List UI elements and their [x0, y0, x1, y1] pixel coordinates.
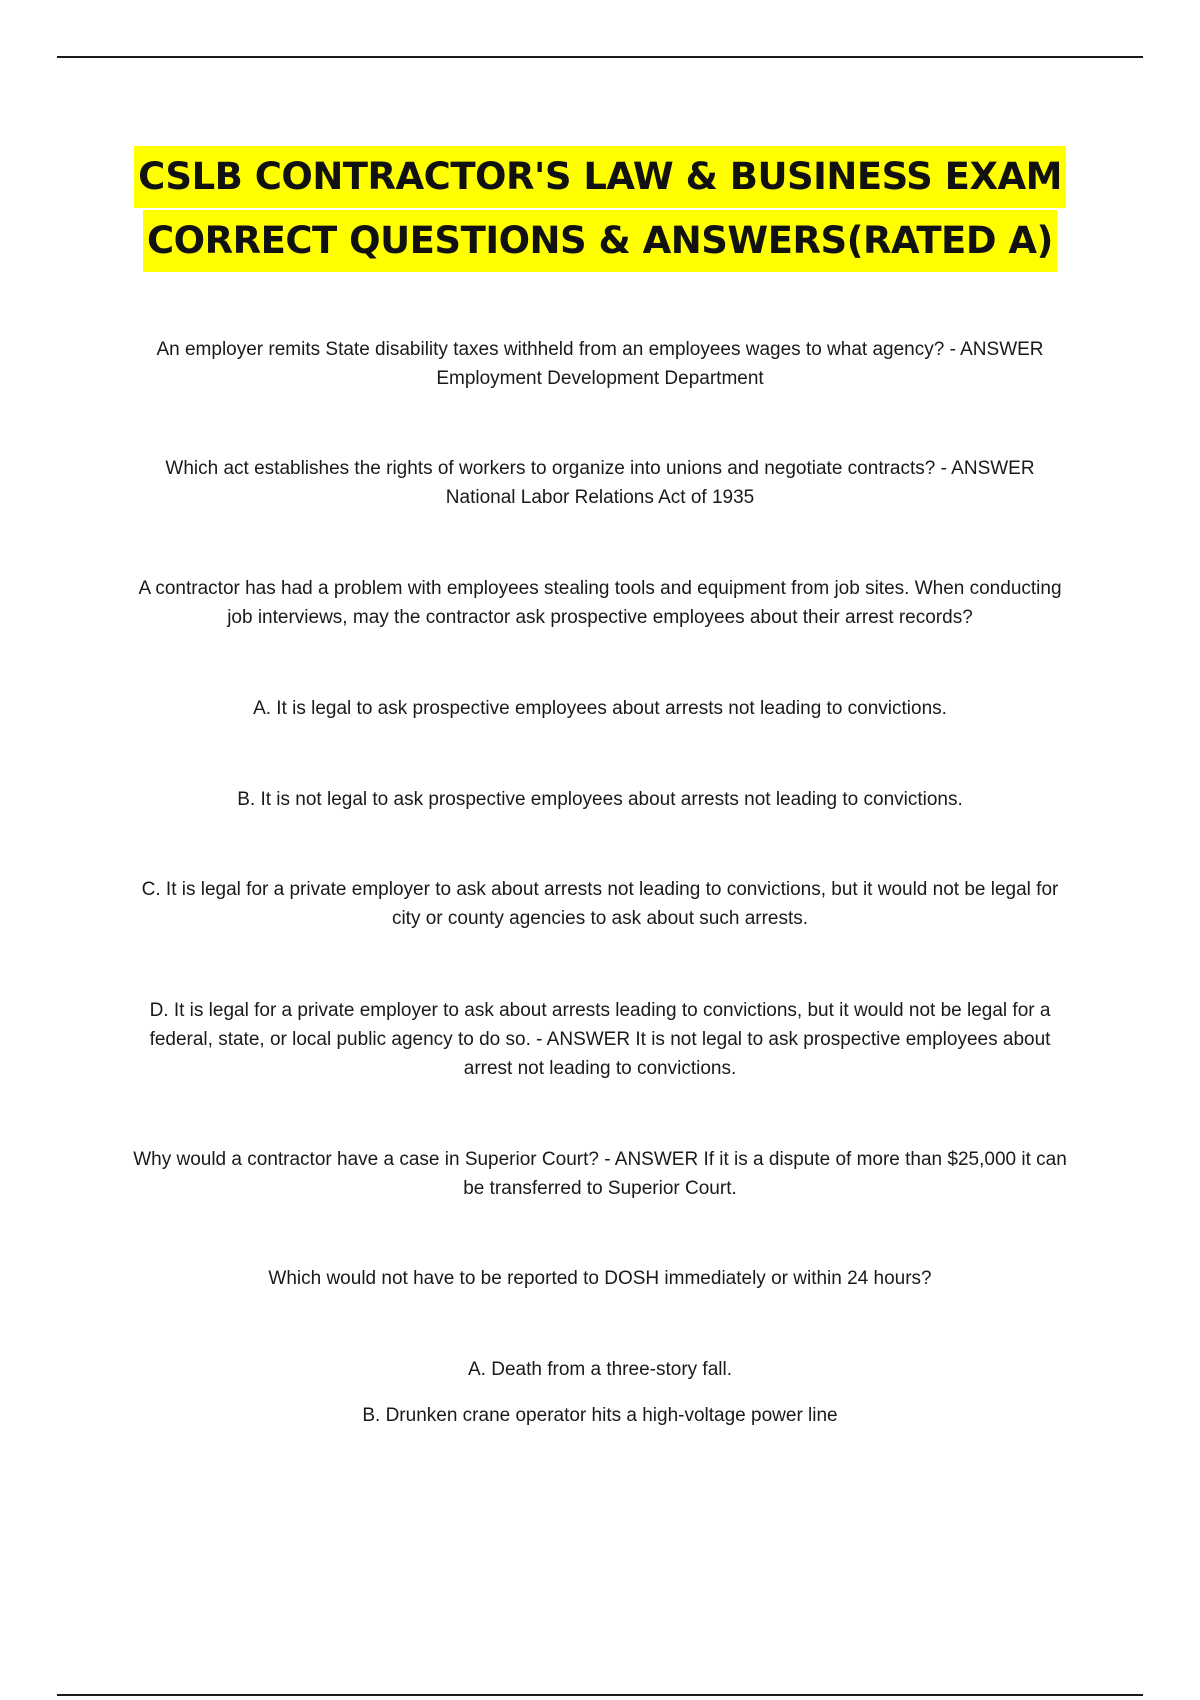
question-superior-court: [130, 1145, 1070, 1203]
title-line-2: CORRECT QUESTIONS & ANSWERS(RATED A): [143, 210, 1057, 272]
option-c-arrest: [130, 875, 1070, 933]
paragraph: D. It is legal for a private employer to ask about arrests leading to convictions, but it would not be legal for a federal, state, or local public agency to do so. - ANSWER It is not legal to ask prospective employees about arrest not leading to convictions.: [149, 1000, 1051, 1079]
option-a-dosh: [130, 1355, 1070, 1384]
bottom-rule: [57, 1694, 1143, 1696]
document-title: [57, 146, 1143, 272]
paragraph: B. It is not legal to ask prospective employees about arrests not leading to convictions.: [237, 789, 963, 810]
option-a-arrest: [130, 694, 1070, 723]
paragraph: B. Drunken crane operator hits a high-voltage power line: [362, 1405, 838, 1426]
question-dosh-report: [130, 1264, 1070, 1293]
top-rule: [57, 56, 1143, 58]
paragraph: Which act establishes the rights of workers to organize into unions and negotiate contracts? - ANSWER National Labor Relations Act of 1935: [165, 458, 1035, 508]
question-employer-disability-taxes: [130, 335, 1070, 393]
paragraph: A. It is legal to ask prospective employees about arrests not leading to convictions.: [253, 698, 947, 719]
question-arrest-records: [130, 574, 1070, 632]
option-d-arrest-answer: [130, 996, 1070, 1083]
paragraph: An employer remits State disability taxes withheld from an employees wages to what agency? - ANSWER Employment Development Department: [156, 339, 1044, 389]
paragraph: A contractor has had a problem with employees stealing tools and equipment from job sites. When conducting job interviews, may the contractor ask prospective employees about their arrest records?: [138, 578, 1062, 628]
paragraph: A. Death from a three-story fall.: [468, 1359, 732, 1380]
question-labor-relations-act: [130, 454, 1070, 512]
title-line-1: CSLB CONTRACTOR'S LAW & BUSINESS EXAM: [134, 146, 1066, 208]
paragraph: Which would not have to be reported to DOSH immediately or within 24 hours?: [268, 1268, 932, 1289]
paragraph: C. It is legal for a private employer to ask about arrests not leading to convictions, but it would not be legal for city or county agencies to ask about such arrests.: [141, 879, 1059, 929]
paragraph: Why would a contractor have a case in Superior Court? - ANSWER If it is a dispute of more than $25,000 it can be transferred to Superior Court.: [133, 1149, 1067, 1199]
option-b-arrest: [130, 785, 1070, 814]
option-b-dosh: [130, 1401, 1070, 1430]
